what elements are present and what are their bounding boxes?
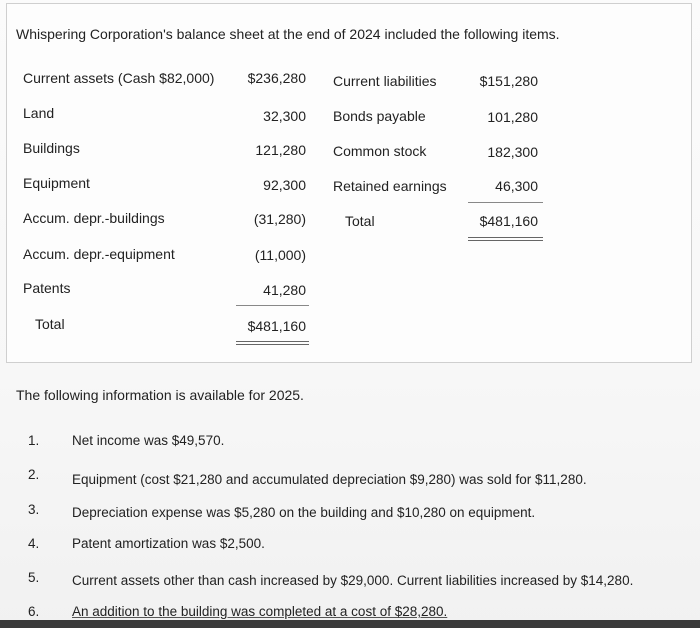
list-item: Current assets other than cash increased by $29,000. Current liabilities increased by $14,280. <box>72 573 634 588</box>
liability-label: Common stock <box>333 143 427 159</box>
asset-value: 32,300 <box>263 108 306 124</box>
asset-label: Total <box>35 316 65 332</box>
asset-label: Current assets (Cash $82,000) <box>23 70 215 86</box>
liability-total-value: $481,160 <box>479 213 538 229</box>
liability-value: 182,300 <box>487 144 538 160</box>
list-item: An addition to the building was completed at a cost of $28,280. <box>72 604 448 619</box>
asset-label: Accum. depr.-equipment <box>23 246 175 262</box>
liability-value: 101,280 <box>487 109 538 125</box>
list-item: Depreciation expense was $5,280 on the building and $10,280 on equipment. <box>72 505 536 520</box>
total-double-underline <box>236 341 309 345</box>
list-item: Patent amortization was $2,500. <box>72 536 265 551</box>
liability-label: Retained earnings <box>333 178 447 194</box>
asset-label: Patents <box>23 280 71 296</box>
asset-value: 92,300 <box>263 177 306 193</box>
subtotal-underline <box>236 305 309 306</box>
intro-text: Whispering Corporation's balance sheet at the end of 2024 included the following items. <box>16 26 560 42</box>
asset-total-value: $481,160 <box>247 318 306 334</box>
liability-value: $151,280 <box>479 73 538 89</box>
list-item: Equipment (cost $21,280 and accumulated depreciation $9,280) was sold for $11,280. <box>72 472 587 487</box>
asset-value: $236,280 <box>247 70 306 86</box>
subtotal-underline <box>468 202 543 203</box>
bottom-edge-bar <box>0 620 700 628</box>
asset-value: 41,280 <box>263 282 306 298</box>
asset-value: (31,280) <box>253 211 306 227</box>
asset-value: (11,000) <box>254 247 306 263</box>
list-number: 4. <box>28 536 40 551</box>
liability-label: Total <box>345 213 375 229</box>
list-number: 3. <box>28 502 40 517</box>
asset-value: 121,280 <box>255 142 306 158</box>
liability-label: Bonds payable <box>333 108 426 124</box>
asset-label: Equipment <box>23 175 90 191</box>
liability-label: Current liabilities <box>333 73 437 89</box>
list-number: 1. <box>28 433 40 448</box>
list-number: 6. <box>28 604 40 619</box>
total-double-underline <box>468 237 543 241</box>
list-number: 2. <box>28 467 40 482</box>
asset-label: Accum. depr.-buildings <box>23 210 165 226</box>
info-title: The following information is available for 2025. <box>16 387 304 403</box>
liability-value: 46,300 <box>495 178 538 194</box>
list-number: 5. <box>28 570 40 585</box>
asset-label: Buildings <box>23 140 80 156</box>
list-item: Net income was $49,570. <box>72 433 225 448</box>
asset-label: Land <box>23 105 55 121</box>
